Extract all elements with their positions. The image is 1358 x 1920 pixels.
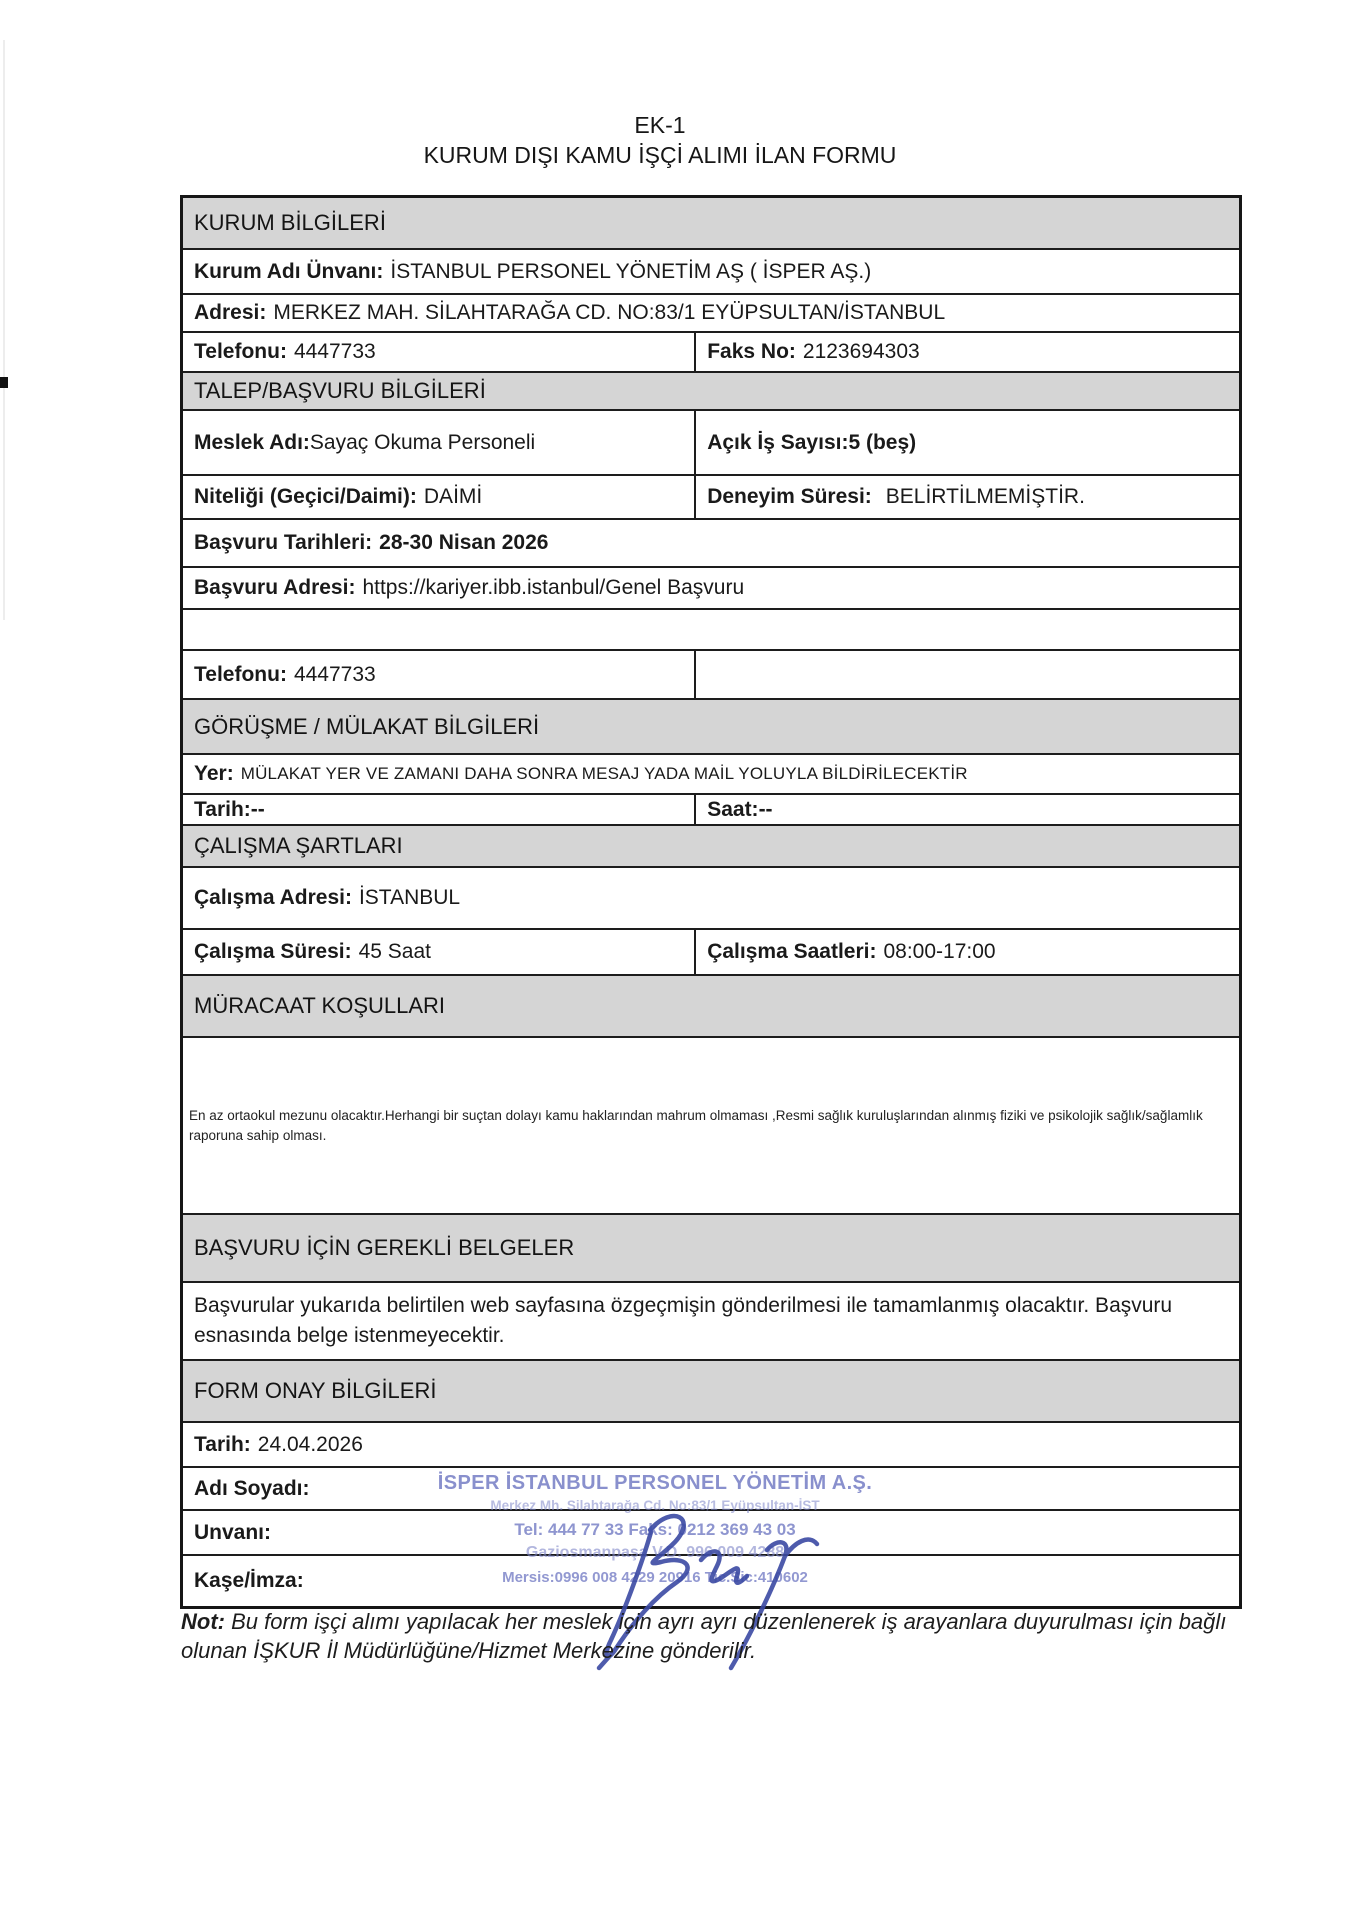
field-acik-is-sayisi bbox=[696, 411, 1239, 474]
muracaat-text: En az ortaokul mezunu olacaktır.Herhangi bir suçtan dolayı kamu haklarından mahrum olmaması ,Resmi sağlık kuruluşlarından alınmış fiziki ve psikolojik sağlık/sağlamlık raporuna sahip olması. bbox=[189, 1107, 1203, 1143]
field-calisma-saatleri bbox=[696, 930, 1239, 974]
stamp-address: Merkez Mh. Silahtarağa Cd. No:83/1 Eyüpsultan-İST bbox=[490, 1498, 820, 1513]
field-value: 08:00-17:00 bbox=[883, 940, 996, 963]
field-yer bbox=[183, 755, 1239, 795]
section-header-label: KURUM BİLGİLERİ bbox=[194, 210, 386, 235]
section-header-label: GÖRÜŞME / MÜLAKAT BİLGİLERİ bbox=[194, 713, 540, 739]
row-tarih-saat bbox=[183, 795, 1239, 826]
field-label: Meslek Adı: bbox=[194, 430, 310, 454]
field-label: Unvanı: bbox=[194, 1520, 272, 1544]
stamp-company-name: İSPER İSTANBUL PERSONEL YÖNETİM A.Ş. bbox=[437, 1472, 873, 1494]
field-muracaat-kosullari-text bbox=[183, 1038, 1239, 1215]
field-label: Deneyim Süresi: bbox=[707, 485, 872, 508]
row-telefon2 bbox=[183, 651, 1239, 700]
field-value: 4447733 bbox=[293, 662, 376, 686]
field-label: Açık İş Sayısı: bbox=[707, 430, 849, 454]
cell-empty bbox=[696, 651, 1239, 698]
section-header-talep-basvuru bbox=[183, 373, 1239, 411]
field-mulakat-tarih bbox=[183, 795, 696, 824]
field-mulakat-saat bbox=[696, 795, 1239, 824]
field-unvani bbox=[183, 1511, 1239, 1556]
stamp-phone: Tel: 444 77 33 Faks: 0212 369 43 03 bbox=[514, 1520, 796, 1539]
title-form-name: KURUM DIŞI KAMU İŞÇİ ALIMI İLAN FORMU bbox=[423, 142, 897, 168]
section-header-calisma-sartlari bbox=[183, 826, 1239, 868]
field-label: Telefonu: bbox=[194, 662, 287, 686]
field-niteligi bbox=[183, 476, 696, 518]
field-label: Başvuru Tarihleri: bbox=[194, 531, 373, 554]
field-value: https://kariyer.ibb.istanbul/Genel Başvuru bbox=[362, 576, 745, 599]
field-value: 45 Saat bbox=[358, 940, 431, 963]
section-header-form-onay bbox=[183, 1361, 1239, 1423]
field-label: Saat: bbox=[707, 797, 759, 821]
section-header-gorusme-mulakat bbox=[183, 700, 1239, 755]
field-value: 4447733 bbox=[293, 340, 376, 363]
field-label: Çalışma Saatleri: bbox=[707, 940, 877, 963]
field-label: Adı Soyadı: bbox=[194, 1476, 310, 1500]
footer-note bbox=[181, 1607, 1259, 1665]
section-header-muracaat-kosullari bbox=[183, 976, 1239, 1038]
field-label: Faks No: bbox=[707, 340, 796, 363]
field-label: Tarih: bbox=[194, 797, 251, 821]
field-label: Çalışma Süresi: bbox=[194, 940, 352, 963]
section-header-label: TALEP/BAŞVURU BİLGİLERİ bbox=[194, 378, 486, 403]
field-kase-imza bbox=[183, 1556, 1239, 1606]
field-value: 28-30 Nisan 2026 bbox=[379, 531, 549, 554]
section-header-label: BAŞVURU İÇİN GEREKLİ BELGELER bbox=[194, 1235, 575, 1260]
field-kurum-adi bbox=[183, 250, 1239, 295]
field-basvuru-adresi bbox=[183, 568, 1239, 610]
section-header-label: FORM ONAY BİLGİLERİ bbox=[194, 1378, 437, 1403]
note-label: Not: bbox=[181, 1609, 225, 1634]
scan-edge-mark bbox=[0, 377, 8, 388]
field-label: Kurum Adı Ünvanı: bbox=[194, 259, 384, 283]
row-sure-saat bbox=[183, 930, 1239, 976]
ilan-form-table bbox=[180, 195, 1242, 1609]
field-value: 24.04.2026 bbox=[257, 1432, 363, 1456]
row-empty bbox=[183, 610, 1239, 651]
field-value: DAİMİ bbox=[423, 485, 483, 508]
field-adi-soyadi bbox=[183, 1468, 1239, 1511]
field-label: Niteliği (Geçici/Daimi): bbox=[194, 485, 417, 508]
section-header-gerekli-belgeler bbox=[183, 1215, 1239, 1283]
field-value: -- bbox=[250, 797, 265, 821]
form-title bbox=[115, 110, 1205, 170]
row-meslek-acikis bbox=[183, 411, 1239, 476]
field-gerekli-belgeler-text bbox=[183, 1283, 1239, 1361]
field-meslek-adi bbox=[183, 411, 696, 474]
field-label: Yer: bbox=[194, 762, 234, 785]
row-telefon-faks bbox=[183, 333, 1239, 373]
field-deneyim-suresi bbox=[696, 476, 1239, 518]
belgeler-text: Başvurular yukarıda belirtilen web sayfasına özgeçmişin gönderilmesi ile tamamlanmış olacaktır. Başvuru esnasında belge istenmeyecektir. bbox=[194, 1294, 1173, 1347]
field-value: İSTANBUL PERSONEL YÖNETİM AŞ ( İSPER AŞ.) bbox=[390, 259, 872, 283]
field-label: Telefonu: bbox=[194, 340, 287, 363]
note-text: Bu form işçi alımı yapılacak her meslek için ayrı ayrı düzenlenerek iş arayanlara duyurulması için bağlı olunan İŞKUR İl Müdürlüğüne/Hizmet Merkezine gönderilir. bbox=[181, 1609, 1227, 1663]
section-header-kurum-bilgileri bbox=[183, 198, 1239, 250]
field-value: 2123694303 bbox=[802, 340, 920, 363]
stamp-mersis: Mersis:0996 008 4229 20916 Tic.Sic:410602 bbox=[502, 1569, 808, 1586]
field-label: Tarih: bbox=[194, 1432, 251, 1456]
scan-edge-artifact bbox=[3, 40, 5, 620]
field-value: 5 (beş) bbox=[848, 430, 917, 454]
field-basvuru-tarihleri bbox=[183, 520, 1239, 568]
section-header-label: ÇALIŞMA ŞARTLARI bbox=[194, 833, 403, 858]
field-value: BELİRTİLMEMİŞTİR. bbox=[885, 485, 1085, 508]
title-ek1: EK-1 bbox=[634, 112, 686, 138]
section-header-label: MÜRACAAT KOŞULLARI bbox=[194, 993, 446, 1018]
field-value: Sayaç Okuma Personeli bbox=[309, 430, 536, 454]
field-value: İSTANBUL bbox=[358, 886, 461, 909]
field-calisma-adresi bbox=[183, 868, 1239, 930]
field-telefonu-2 bbox=[183, 651, 696, 698]
field-telefonu bbox=[183, 333, 696, 371]
stamp-tax-office: Gaziosmanpaşa V.D. 996 009 4288 bbox=[525, 1544, 785, 1561]
field-label: Çalışma Adresi: bbox=[194, 886, 352, 909]
field-label: Adresi: bbox=[194, 301, 267, 324]
field-value: MERKEZ MAH. SİLAHTARAĞA CD. NO:83/1 EYÜPSULTAN/İSTANBUL bbox=[273, 301, 946, 324]
field-value: -- bbox=[758, 797, 773, 821]
field-label: Kaşe/İmza: bbox=[194, 1569, 304, 1592]
field-onay-tarih bbox=[183, 1423, 1239, 1468]
field-value: MÜLAKAT YER VE ZAMANI DAHA SONRA MESAJ YADA MAİL YOLUYLA BİLDİRİLECEKTİR bbox=[240, 764, 968, 783]
row-nitelik-deneyim bbox=[183, 476, 1239, 520]
field-calisma-suresi bbox=[183, 930, 696, 974]
field-label: Başvuru Adresi: bbox=[194, 576, 356, 599]
field-faks bbox=[696, 333, 1239, 371]
field-adresi bbox=[183, 295, 1239, 333]
